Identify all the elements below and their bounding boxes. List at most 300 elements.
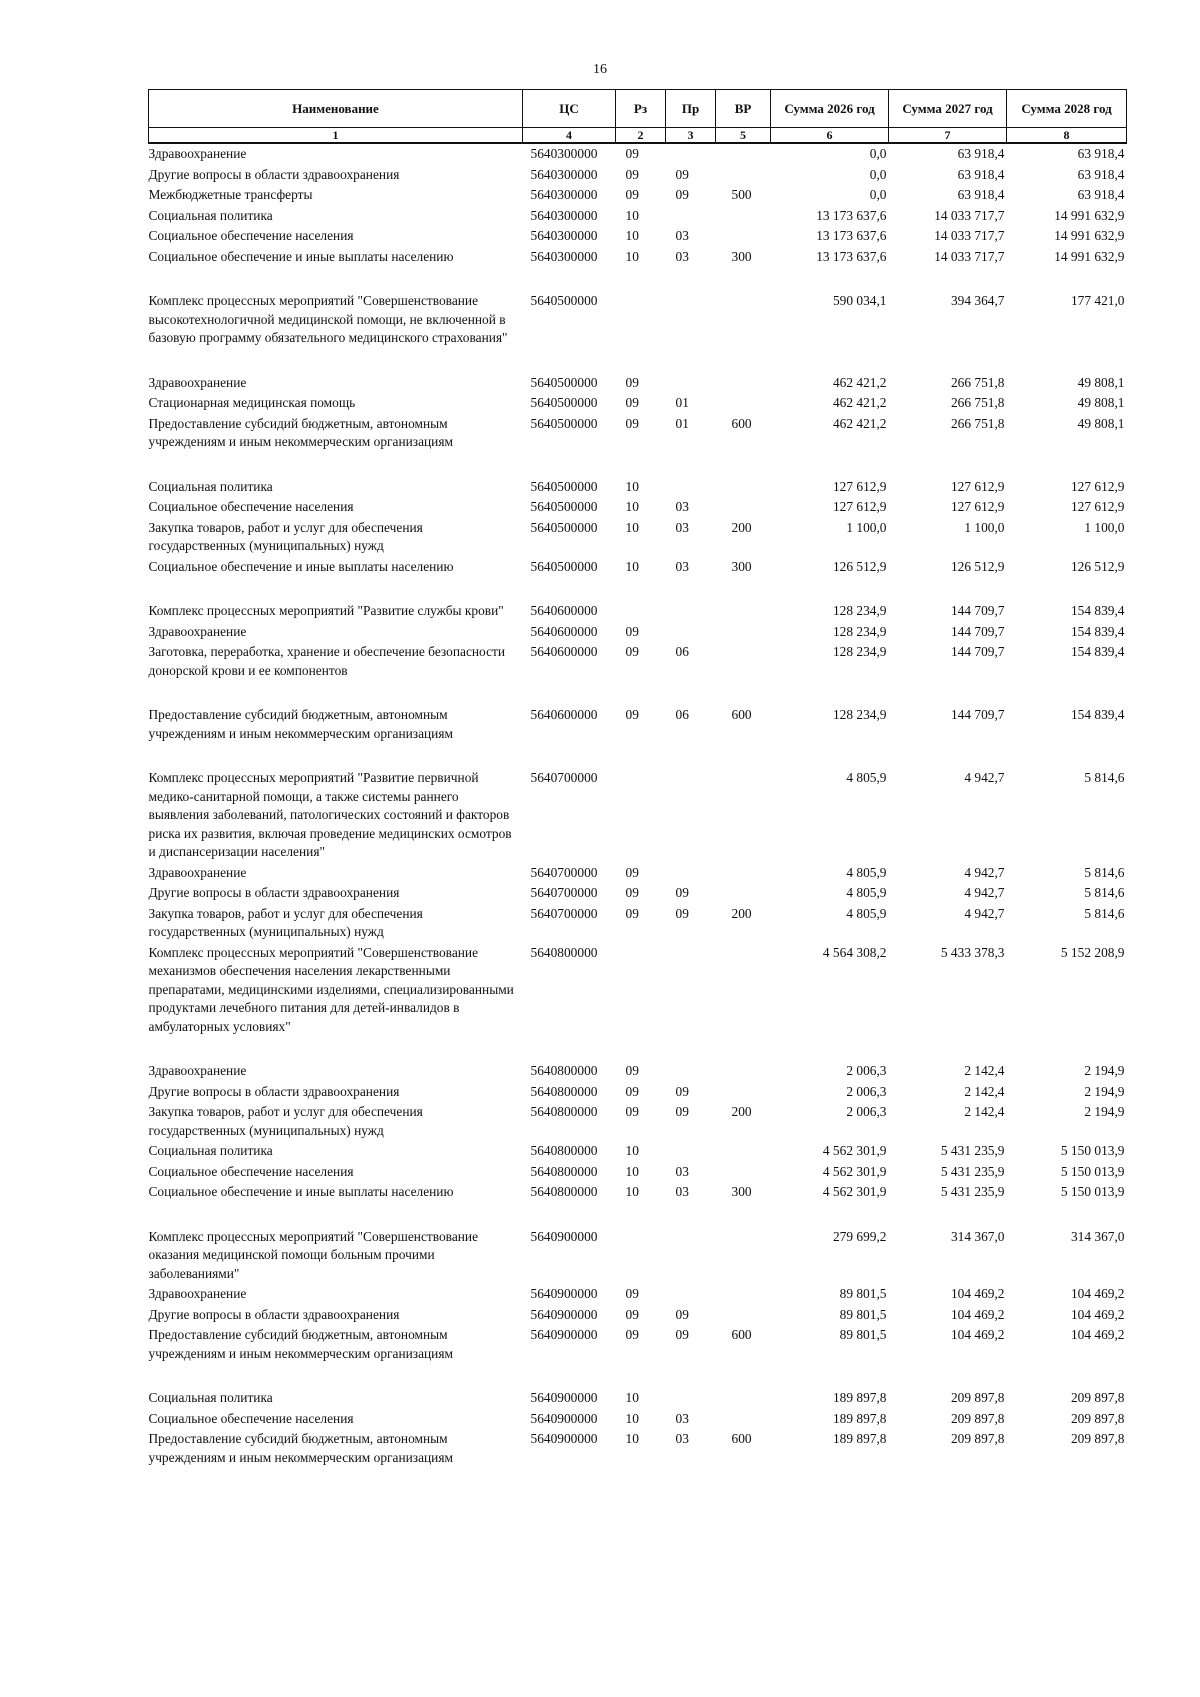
table-row: [149, 1162, 1127, 1183]
row-name: Комплекс процессных мероприятий "Совершенствование оказания медицинской помощи больным прочими заболеваниями": [148, 1228, 479, 1281]
row-vr: [716, 768, 771, 863]
table-row: [149, 1284, 1127, 1305]
row-cs-code: 5640500000: [530, 519, 598, 535]
row-pr: [666, 1388, 716, 1409]
row-name: Социальная политика: [148, 1390, 273, 1405]
row-pr: 09: [675, 187, 689, 202]
row-sum-2028: 177 421,0: [1070, 293, 1125, 308]
column-number: 7: [889, 128, 1007, 144]
row-sum-2027: 1 100,0: [964, 519, 1005, 535]
row-vr: [716, 1305, 771, 1326]
row-rz: 10: [625, 207, 639, 223]
row-pr: [666, 291, 716, 349]
row-sum-2026: 0,0: [869, 166, 887, 182]
row-sum-2027: 144 709,7: [950, 707, 1005, 722]
row-vr: [716, 165, 771, 186]
row-sum-2028: 63 918,4: [1077, 166, 1125, 182]
row-name: Комплекс процессных мероприятий "Развитие первичной медико-санитарной помощи, а также системы раннего выявления заболеваний, патологических состояний и факторов риска их развития, включая проведение медицинских осмотров и диспансеризации населения": [148, 770, 512, 859]
row-sum-2027: 4 942,7: [964, 770, 1005, 785]
row-rz: 10: [625, 228, 639, 243]
row-sum-2027: 209 897,8: [950, 1431, 1005, 1446]
row-sum-2026: 13 173 637,6: [816, 248, 887, 264]
row-sum-2027: 5 431 235,9: [940, 1163, 1005, 1179]
row-cs-code: 5640500000: [530, 415, 598, 431]
table-row: [149, 1182, 1127, 1203]
spacer-cell: [149, 744, 1127, 768]
row-vr: [716, 1162, 771, 1183]
row-rz: [616, 601, 666, 622]
row-sum-2028: 127 612,9: [1070, 478, 1125, 494]
row-sum-2026: 128 234,9: [832, 603, 887, 618]
row-vr: 300: [731, 248, 752, 264]
row-sum-2026: 1 100,0: [846, 519, 887, 535]
table-row: [149, 1061, 1127, 1082]
row-sum-2027: 209 897,8: [950, 1410, 1005, 1426]
row-sum-2026: 0,0: [869, 146, 887, 161]
row-vr: [716, 1141, 771, 1162]
row-name: Социальное обеспечение населения: [148, 1163, 354, 1179]
row-sum-2027: 2 142,4: [964, 1104, 1005, 1119]
row-vr: [716, 1284, 771, 1305]
header-sum-2026: Сумма 2026 год: [771, 90, 889, 128]
row-cs-code: 5640600000: [530, 644, 598, 659]
spacer-row: [149, 1364, 1127, 1388]
row-rz: [616, 291, 666, 349]
row-sum-2027: 127 612,9: [950, 478, 1005, 494]
row-sum-2027: 104 469,2: [950, 1286, 1005, 1301]
row-cs-code: 5640900000: [530, 1390, 598, 1405]
row-vr: [716, 373, 771, 394]
row-sum-2028: 5 152 208,9: [1060, 944, 1125, 960]
row-sum-2026: 462 421,2: [832, 374, 887, 390]
spacer-cell: [149, 1037, 1127, 1061]
row-sum-2027: 144 709,7: [950, 623, 1005, 639]
header-name: Наименование: [149, 90, 523, 128]
row-sum-2027: 63 918,4: [957, 146, 1005, 161]
row-rz: 09: [625, 1306, 639, 1322]
row-sum-2026: 13 173 637,6: [816, 207, 887, 223]
row-sum-2028: 154 839,4: [1070, 623, 1125, 639]
row-cs-code: 5640700000: [530, 864, 598, 880]
row-rz: 10: [625, 499, 639, 514]
row-rz: 10: [625, 478, 639, 494]
row-rz: 09: [625, 1327, 639, 1342]
budget-table: [148, 89, 1127, 1468]
row-vr: [716, 143, 771, 165]
row-vr: 300: [731, 1184, 752, 1199]
row-sum-2028: 209 897,8: [1070, 1431, 1125, 1446]
row-rz: 09: [625, 905, 639, 921]
row-cs-code: 5640900000: [530, 1306, 598, 1322]
row-sum-2027: 4 942,7: [964, 885, 1005, 900]
row-pr: 01: [675, 415, 689, 431]
row-rz: 10: [625, 1390, 639, 1405]
row-sum-2027: 144 709,7: [950, 644, 1005, 659]
row-sum-2026: 4 805,9: [846, 905, 887, 921]
row-sum-2028: 14 991 632,9: [1054, 207, 1125, 223]
row-name: Здравоохранение: [148, 864, 247, 880]
row-cs-code: 5640300000: [530, 207, 598, 223]
row-sum-2026: 462 421,2: [832, 415, 887, 431]
row-cs-code: 5640300000: [530, 166, 598, 182]
row-name: Другие вопросы в области здравоохранения: [148, 885, 400, 900]
row-vr: 200: [731, 905, 752, 921]
header-sum-2028: Сумма 2028 год: [1007, 90, 1127, 128]
row-name: Социальное обеспечение населения: [148, 228, 354, 243]
row-sum-2027: 5 433 378,3: [940, 944, 1005, 960]
row-sum-2026: 0,0: [869, 187, 887, 202]
row-pr: 06: [675, 707, 689, 722]
row-cs-code: 5640300000: [530, 187, 598, 202]
row-cs-code: 5640300000: [530, 248, 598, 264]
row-sum-2026: 2 006,3: [846, 1104, 887, 1119]
row-cs-code: 5640700000: [530, 905, 598, 921]
row-name: Предоставление субсидий бюджетным, автономным учреждениям и иным некоммерческим организациям: [148, 707, 453, 741]
row-pr: 01: [675, 395, 689, 410]
row-cs-code: 5640800000: [530, 944, 598, 960]
spacer-cell: [149, 681, 1127, 705]
row-vr: 200: [731, 1104, 752, 1119]
row-vr: 500: [731, 187, 752, 202]
row-name: Социальное обеспечение и иные выплаты населению: [148, 1184, 454, 1199]
row-name: Социальное обеспечение и иные выплаты населению: [148, 558, 454, 574]
row-pr: [666, 1061, 716, 1082]
row-name: Комплекс процессных мероприятий "Совершенствование высокотехнологичной медицинской помощи, не включенной в базовую программу обязательного медицинского страхования": [148, 293, 508, 345]
row-sum-2028: 104 469,2: [1070, 1306, 1125, 1322]
row-name: Социальная политика: [148, 207, 273, 223]
row-cs-code: 5640600000: [530, 707, 598, 722]
row-pr: 09: [675, 1306, 689, 1322]
header-vr: ВР: [716, 90, 771, 128]
table-row: [149, 291, 1127, 349]
row-rz: 10: [625, 1431, 639, 1446]
column-number: 4: [523, 128, 616, 144]
row-pr: [666, 863, 716, 884]
row-vr: [716, 1388, 771, 1409]
row-sum-2026: 89 801,5: [839, 1306, 887, 1322]
row-sum-2027: 2 142,4: [964, 1083, 1005, 1099]
row-vr: 200: [731, 519, 752, 535]
row-pr: [666, 143, 716, 165]
row-sum-2026: 189 897,8: [832, 1431, 887, 1446]
row-pr: 09: [675, 166, 689, 182]
row-vr: [716, 1082, 771, 1103]
row-name: Здравоохранение: [148, 1063, 247, 1078]
row-rz: 09: [625, 644, 639, 659]
row-name: Закупка товаров, работ и услуг для обеспечения государственных (муниципальных) нужд: [148, 905, 423, 939]
header-sum-2027: Сумма 2027 год: [889, 90, 1007, 128]
row-cs-code: 5640500000: [530, 478, 598, 494]
row-pr: [666, 373, 716, 394]
row-name: Другие вопросы в области здравоохранения: [148, 166, 400, 182]
row-vr: [716, 226, 771, 247]
table-row: [149, 206, 1127, 227]
column-number-row: [149, 128, 1127, 144]
row-name: Закупка товаров, работ и услуг для обеспечения государственных (муниципальных) нужд: [148, 519, 423, 553]
table-row: [149, 557, 1127, 578]
row-pr: 03: [675, 228, 689, 243]
row-pr: 09: [675, 1083, 689, 1099]
row-sum-2028: 104 469,2: [1070, 1327, 1125, 1342]
table-row: [149, 705, 1127, 744]
row-cs-code: 5640900000: [530, 1228, 598, 1244]
table-row: [149, 904, 1127, 943]
row-cs-code: 5640300000: [530, 146, 598, 161]
table-row: [149, 1141, 1127, 1162]
row-sum-2027: 144 709,7: [950, 603, 1005, 618]
row-sum-2027: 209 897,8: [950, 1390, 1005, 1405]
row-sum-2028: 1 100,0: [1084, 519, 1125, 535]
row-cs-code: 5640800000: [530, 1063, 598, 1078]
row-name: Комплекс процессных мероприятий "Совершенствование механизмов обеспечения населения лекарственными препаратами, медицинскими изделиями, специализированными продуктами лечебного питания для детей-инвалидов в амбулаторных условиях": [148, 944, 514, 1034]
row-sum-2028: 49 808,1: [1077, 395, 1125, 410]
row-sum-2026: 127 612,9: [832, 478, 887, 494]
spacer-cell: [149, 1203, 1127, 1227]
row-rz: 10: [625, 558, 639, 574]
table-row: [149, 1325, 1127, 1364]
row-vr: [716, 883, 771, 904]
row-sum-2026: 2 006,3: [846, 1063, 887, 1078]
row-name: Заготовка, переработка, хранение и обеспечение безопасности донорской крови и ее компонентов: [148, 644, 506, 678]
table-row: [149, 247, 1127, 268]
row-sum-2028: 2 194,9: [1084, 1063, 1125, 1078]
row-cs-code: 5640500000: [530, 374, 598, 390]
row-sum-2027: 127 612,9: [950, 499, 1005, 514]
row-name: Стационарная медицинская помощь: [148, 395, 356, 410]
row-sum-2027: 4 942,7: [964, 905, 1005, 921]
row-pr: [666, 943, 716, 1038]
row-rz: 10: [625, 519, 639, 535]
column-number: 2: [616, 128, 666, 144]
row-rz: [616, 943, 666, 1038]
row-name: Предоставление субсидий бюджетным, автономным учреждениям и иным некоммерческим организациям: [148, 415, 453, 449]
table-row: [149, 1429, 1127, 1468]
row-cs-code: 5640500000: [530, 293, 598, 308]
row-rz: 09: [625, 623, 639, 639]
row-cs-code: 5640700000: [530, 885, 598, 900]
table-row: [149, 185, 1127, 206]
table-row: [149, 1227, 1127, 1285]
row-cs-code: 5640900000: [530, 1327, 598, 1342]
row-cs-code: 5640900000: [530, 1431, 598, 1446]
row-rz: 09: [625, 864, 639, 880]
row-rz: 09: [625, 146, 639, 161]
row-sum-2028: 2 194,9: [1084, 1104, 1125, 1119]
spacer-row: [149, 349, 1127, 373]
table-row: [149, 601, 1127, 622]
row-sum-2027: 2 142,4: [964, 1063, 1005, 1078]
spacer-cell: [149, 453, 1127, 477]
row-pr: 03: [675, 1184, 689, 1199]
row-vr: [716, 601, 771, 622]
column-number: 3: [666, 128, 716, 144]
row-rz: 09: [625, 1104, 639, 1119]
row-sum-2026: 128 234,9: [832, 644, 887, 659]
row-sum-2026: 2 006,3: [846, 1083, 887, 1099]
row-sum-2027: 266 751,8: [950, 395, 1005, 410]
row-pr: [666, 1284, 716, 1305]
row-sum-2028: 5 814,6: [1084, 770, 1125, 785]
spacer-row: [149, 681, 1127, 705]
row-sum-2028: 126 512,9: [1070, 558, 1125, 574]
row-name: Предоставление субсидий бюджетным, автономным учреждениям и иным некоммерческим организациям: [148, 1431, 453, 1465]
row-pr: [666, 1141, 716, 1162]
row-rz: 09: [625, 885, 639, 900]
page-number: 16: [593, 62, 607, 77]
row-rz: 09: [625, 166, 639, 182]
header-rz: Рз: [616, 90, 666, 128]
row-sum-2026: 89 801,5: [839, 1327, 887, 1342]
row-pr: [666, 601, 716, 622]
row-name: Здравоохранение: [148, 146, 247, 161]
table-row: [149, 1409, 1127, 1430]
column-number: 5: [716, 128, 771, 144]
row-name: Социальное обеспечение населения: [148, 499, 354, 514]
spacer-cell: [149, 349, 1127, 373]
row-name: Здравоохранение: [148, 623, 247, 639]
row-name: Закупка товаров, работ и услуг для обеспечения государственных (муниципальных) нужд: [148, 1104, 423, 1138]
row-rz: 09: [625, 395, 639, 410]
row-sum-2026: 462 421,2: [832, 395, 887, 410]
header-row: [149, 90, 1127, 128]
row-vr: [716, 1227, 771, 1285]
row-vr: [716, 642, 771, 681]
row-sum-2026: 279 699,2: [832, 1228, 887, 1244]
row-sum-2027: 5 431 235,9: [940, 1184, 1005, 1199]
spacer-cell: [149, 267, 1127, 291]
row-vr: [716, 1409, 771, 1430]
row-sum-2027: 266 751,8: [950, 374, 1005, 390]
row-sum-2027: 126 512,9: [950, 558, 1005, 574]
row-pr: [666, 206, 716, 227]
row-sum-2026: 4 805,9: [846, 864, 887, 880]
row-cs-code: 5640800000: [530, 1143, 598, 1158]
row-pr: 03: [675, 1410, 689, 1426]
row-sum-2027: 14 033 717,7: [934, 248, 1005, 264]
row-cs-code: 5640600000: [530, 603, 598, 618]
row-name: Здравоохранение: [148, 1286, 247, 1301]
row-sum-2028: 104 469,2: [1070, 1286, 1125, 1301]
table-row: [149, 477, 1127, 498]
row-sum-2026: 4 562 301,9: [822, 1163, 887, 1179]
row-sum-2028: 63 918,4: [1077, 146, 1125, 161]
row-sum-2028: 14 991 632,9: [1054, 248, 1125, 264]
row-vr: [716, 291, 771, 349]
table-row: [149, 1082, 1127, 1103]
row-sum-2028: 5 814,6: [1084, 864, 1125, 880]
row-sum-2026: 4 562 301,9: [822, 1184, 887, 1199]
row-pr: 03: [675, 558, 689, 574]
header-pr: Пр: [666, 90, 716, 128]
row-sum-2026: 4 562 301,9: [822, 1143, 887, 1158]
table-row: [149, 143, 1127, 165]
table-row: [149, 518, 1127, 557]
row-sum-2026: 126 512,9: [832, 558, 887, 574]
table-row: [149, 1305, 1127, 1326]
row-name: Социальное обеспечение и иные выплаты населению: [148, 248, 454, 264]
row-pr: 03: [675, 519, 689, 535]
row-pr: [666, 477, 716, 498]
spacer-cell: [149, 577, 1127, 601]
row-sum-2028: 2 194,9: [1084, 1083, 1125, 1099]
row-rz: 09: [625, 1083, 639, 1099]
row-name: Другие вопросы в области здравоохранения: [148, 1083, 400, 1099]
column-number: 1: [149, 128, 523, 144]
row-vr: [716, 622, 771, 643]
row-sum-2028: 5 814,6: [1084, 905, 1125, 921]
row-pr: 09: [675, 1104, 689, 1119]
table-row: [149, 373, 1127, 394]
row-name: Предоставление субсидий бюджетным, автономным учреждениям и иным некоммерческим организациям: [148, 1327, 453, 1361]
row-rz: 10: [625, 1410, 639, 1426]
row-pr: [666, 1227, 716, 1285]
row-sum-2026: 4 805,9: [846, 770, 887, 785]
table-body: [149, 143, 1127, 1468]
row-rz: 10: [625, 1143, 639, 1158]
row-rz: 09: [625, 707, 639, 722]
row-vr: [716, 497, 771, 518]
row-sum-2026: 127 612,9: [832, 499, 887, 514]
row-cs-code: 5640700000: [530, 770, 598, 785]
spacer-row: [149, 453, 1127, 477]
row-vr: 600: [731, 415, 752, 431]
row-sum-2027: 63 918,4: [957, 187, 1005, 202]
row-cs-code: 5640800000: [530, 1083, 598, 1099]
row-vr: [716, 393, 771, 414]
row-cs-code: 5640500000: [530, 558, 598, 574]
row-pr: [666, 622, 716, 643]
row-sum-2028: 154 839,4: [1070, 707, 1125, 722]
spacer-row: [149, 744, 1127, 768]
row-cs-code: 5640600000: [530, 623, 598, 639]
row-sum-2027: 14 033 717,7: [934, 228, 1005, 243]
row-sum-2027: 14 033 717,7: [934, 207, 1005, 223]
row-sum-2026: 4 564 308,2: [822, 944, 887, 960]
table-row: [149, 497, 1127, 518]
row-sum-2026: 189 897,8: [832, 1390, 887, 1405]
row-rz: 10: [625, 1184, 639, 1199]
row-cs-code: 5640900000: [530, 1286, 598, 1301]
row-sum-2027: 104 469,2: [950, 1306, 1005, 1322]
row-name: Социальная политика: [148, 1143, 273, 1158]
row-cs-code: 5640800000: [530, 1184, 598, 1199]
row-rz: 09: [625, 187, 639, 202]
table-row: [149, 863, 1127, 884]
table-row: [149, 622, 1127, 643]
row-sum-2028: 49 808,1: [1077, 374, 1125, 390]
row-sum-2027: 266 751,8: [950, 415, 1005, 431]
row-cs-code: 5640900000: [530, 1410, 598, 1426]
row-sum-2027: 4 942,7: [964, 864, 1005, 880]
row-sum-2028: 154 839,4: [1070, 644, 1125, 659]
table-row: [149, 226, 1127, 247]
row-cs-code: 5640800000: [530, 1104, 598, 1119]
row-sum-2027: 5 431 235,9: [940, 1143, 1005, 1158]
row-cs-code: 5640500000: [530, 499, 598, 514]
row-pr: 09: [675, 905, 689, 921]
row-pr: 06: [675, 644, 689, 659]
row-cs-code: 5640800000: [530, 1163, 598, 1179]
table-row: [149, 165, 1127, 186]
row-pr: 09: [675, 885, 689, 900]
row-name: Другие вопросы в области здравоохранения: [148, 1306, 400, 1322]
table-row: [149, 1388, 1127, 1409]
row-sum-2026: 128 234,9: [832, 707, 887, 722]
table-row: [149, 393, 1127, 414]
row-sum-2027: 314 367,0: [950, 1228, 1005, 1244]
row-sum-2028: 63 918,4: [1077, 187, 1125, 202]
row-vr: [716, 943, 771, 1038]
